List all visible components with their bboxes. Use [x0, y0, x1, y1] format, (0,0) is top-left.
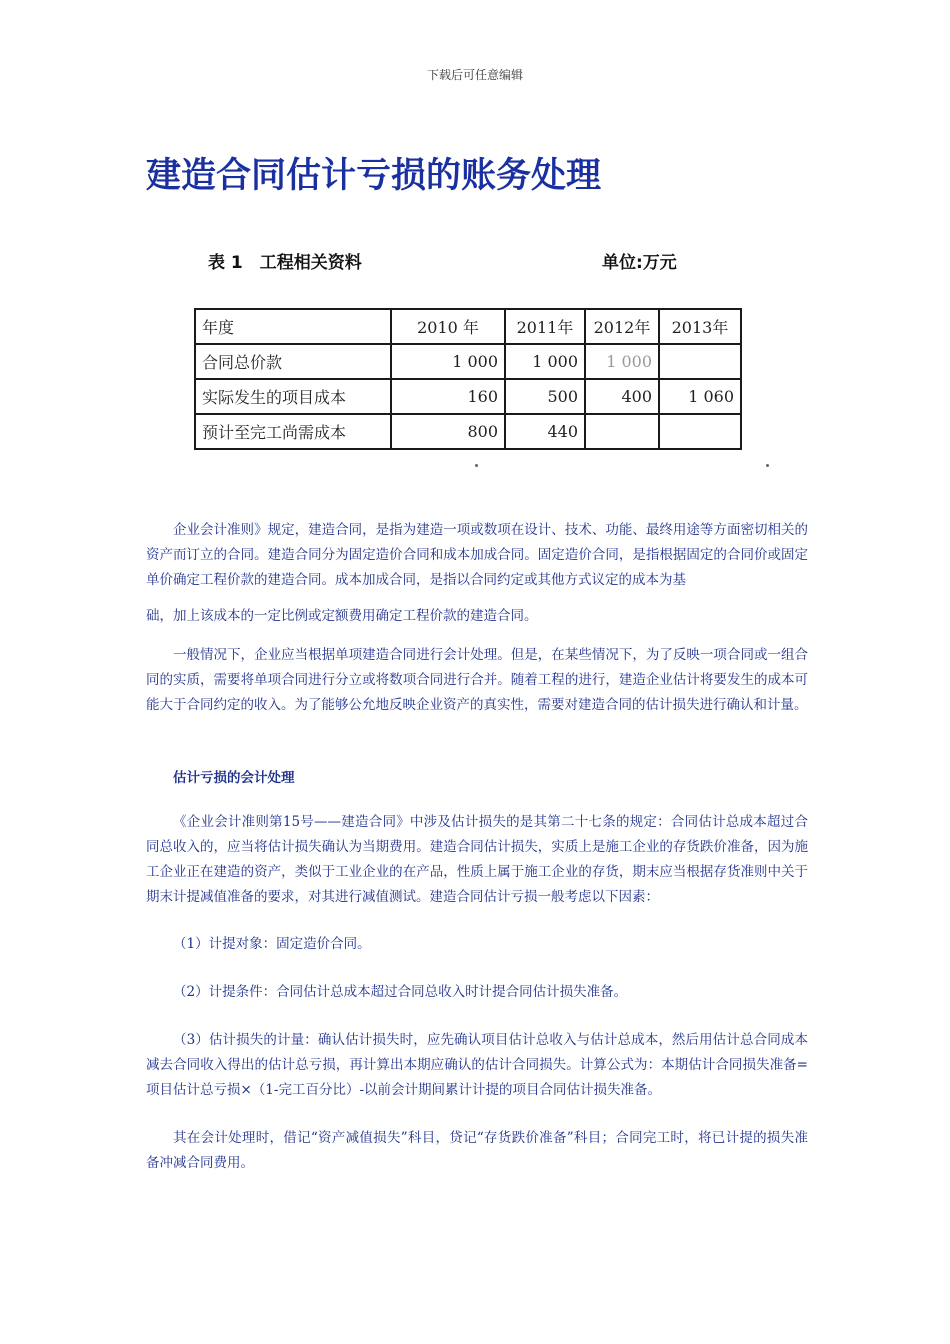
table-caption: 表 1 工程相关资料: [208, 253, 362, 273]
table-cell: 合同总价款: [195, 344, 391, 379]
table-header-cell: 2010 年: [391, 309, 505, 344]
table-unit: 单位:万元: [602, 253, 677, 273]
table-header-cell: 2012年: [585, 309, 659, 344]
scan-speck: [766, 464, 769, 467]
page-header: 下载后可任意编辑: [426, 68, 523, 82]
scan-speck: [475, 464, 478, 467]
section-heading: 估计亏损的会计处理: [173, 770, 295, 786]
paragraph: 《企业会计准则第15号——建造合同》中涉及估计损失的是其第二十七条的规定：合同估计总成本超过合同总收入的，应当将估计损失确认为当期费用。建造合同估计损失，实质上是施工企业的存货跌价准备，因为施工企业正在建造的资产，类似于工业企业的在产品，性质上属于施工企业的存货，期末应当根据存货准则中关于期末计提减值准备的要求，对其进行减值测试。建造合同估计亏损一般考虑以下因素：: [146, 814, 808, 905]
table-cell: 1 000: [585, 344, 659, 379]
table-header-cell: 年度: [195, 309, 391, 344]
project-data-table: [194, 308, 742, 450]
list-item: （2）计提条件：合同估计总成本超过合同总收入时计提合同估计损失准备。: [173, 984, 628, 1000]
table-cell: [659, 414, 741, 449]
document-title: 建造合同估计亏损的账务处理: [146, 156, 602, 196]
paragraph: 础，加上该成本的一定比例或定额费用确定工程价款的建造合同。: [146, 608, 538, 624]
table-cell: 400: [585, 379, 659, 414]
project-data-table-figure: [178, 228, 778, 473]
table-cell: 500: [505, 379, 585, 414]
list-item: （1）计提对象：固定造价合同。: [173, 936, 371, 952]
table-header-cell: 2011年: [505, 309, 585, 344]
table-cell: 1 000: [505, 344, 585, 379]
table-cell: 实际发生的项目成本: [195, 379, 391, 414]
table-cell: 1 060: [659, 379, 741, 414]
table-cell: 1 000: [391, 344, 505, 379]
table-cell: 440: [505, 414, 585, 449]
table-cell: 预计至完工尚需成本: [195, 414, 391, 449]
paragraph: 其在会计处理时，借记“资产减值损失”科目，贷记“存货跌价准备”科目；合同完工时，将已计提的损失准备冲减合同费用。: [146, 1130, 808, 1171]
table-cell: 800: [391, 414, 505, 449]
paragraph: 一般情况下，企业应当根据单项建造合同进行会计处理。但是，在某些情况下，为了反映一项合同或一组合同的实质，需要将单项合同进行分立或将数项合同进行合并。随着工程的进行，建造企业估计将要发生的成本可能大于合同约定的收入。为了能够公允地反映企业资产的真实性，需要对建造合同的估计损失进行确认和计量。: [146, 647, 808, 713]
table-header-cell: 2013年: [659, 309, 741, 344]
list-item: （3）估计损失的计量：确认估计损失时，应先确认项目估计总收入与估计总成本，然后用估计总合同成本减去合同收入得出的估计总亏损，再计算出本期应确认的估计合同损失。计算公式为：本期估计合同损失准备=项目估计总亏损×（1-完工百分比）-以前会计期间累计计提的项目合同估计损失准备。: [146, 1032, 808, 1098]
table-cell: [585, 414, 659, 449]
table-header-row: [195, 309, 741, 344]
table-row: [195, 414, 741, 449]
paragraph: 企业会计准则》规定，建造合同，是指为建造一项或数项在设计、技术、功能、最终用途等方面密切相关的资产而订立的合同。建造合同分为固定造价合同和成本加成合同。固定造价合同，是指根据固定的合同价或固定单价确定工程价款的建造合同。成本加成合同，是指以合同约定或其他方式议定的成本为基: [146, 522, 808, 588]
table-cell: [659, 344, 741, 379]
table-row: [195, 344, 741, 379]
table-row: [195, 379, 741, 414]
table-cell: 160: [391, 379, 505, 414]
